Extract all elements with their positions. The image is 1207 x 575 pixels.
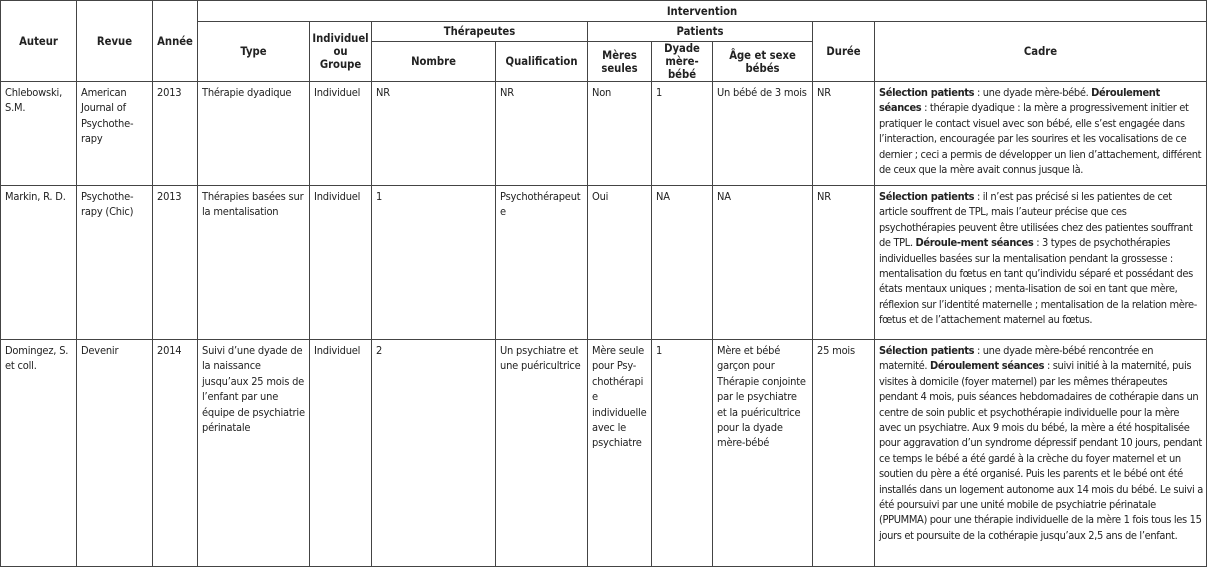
header-type: Type (198, 22, 310, 82)
cell-revue: American Journal of Psychothe-rapy (77, 82, 153, 186)
cell-duree: 25 mois (813, 340, 875, 567)
cadre-text: : une dyade mère-bébé rencontrée en maternité. (879, 344, 1154, 373)
cell-individuel: Individuel (310, 186, 372, 340)
cell-auteur: Markin, R. D. (1, 186, 77, 340)
header-therapeutes-nombre: Nombre (372, 42, 496, 82)
cell-therapeutes-nombre: 2 (372, 340, 496, 567)
cadre-text: : 3 types de psychothérapies individuelles basées sur la mentalisation pendant la grossesse : mentalisation du fœtus en tant qu’individu séparé et possédant des états mentaux uniques ; menta-lisation de soi en tant que mère, réflexion sur l’identité maternelle ; mentalisation de la relation mère-fœtus et de l’attachement maternel au fœtus. (879, 236, 1197, 327)
cell-type: Thérapie dyadique (198, 82, 310, 186)
header-patients: Patients (588, 22, 813, 42)
cell-type: Suivi d’une dyade de la naissance jusqu’aux 25 mois de l’enfant par une équipe de psychiatrie périnatale (198, 340, 310, 567)
cell-therapeutes-nombre: NR (372, 82, 496, 186)
cadre-text: : thérapie dyadique : la mère a progressivement initier et pratiquer le contact visuel avec son bébé, elle s’est engagée dans l’interaction, encouragée par les sourires et les vocalisations de ce dernier ; ceci a permis de développer un lien d’attachement, différent de ceux que la mère avait connus jusque là. (879, 101, 1202, 177)
cell-duree: NR (813, 186, 875, 340)
table-row (1, 82, 1207, 186)
cadre-text: : suivi initié à la maternité, puis visites à domicile (foyer maternel) par les mêmes thérapeutes pendant 4 mois, puis séances hebdomadaires de cothérapie dans un centre de soin public et psychothérapie individuelle pour la mère avec un psychiatre. Aux 9 mois du bébé, la mère a été hospitalisée pour aggravation d’un syndrome dépressif pendant 10 jours, pendant ce temps le bébé a été gardé à la crèche du foyer maternel et un soutien du père a été organisé. Puis les parents et le bébé ont été installés dans un logement autonome aux 14 mois du bébé. Le suivi a été poursuivi par une unité mobile de psychiatrie périnatale (PPUMMA) pour une thérapie individuelle de la mère 1 fois tous les 15 jours et poursuite de la cothérapie jusqu’aux 2,5 ans de l’enfant. (879, 359, 1203, 542)
header-dyade: Dyade mère-bébé (652, 42, 713, 82)
cell-annee: 2013 (153, 186, 198, 340)
cell-age-sexe: NA (713, 186, 813, 340)
cell-individuel: Individuel (310, 82, 372, 186)
header-revue: Revue (77, 1, 153, 82)
cadre-label: Sélection patients (879, 86, 975, 99)
table-row (1, 186, 1207, 340)
header-individuel-groupe: Individuel ou Groupe (310, 22, 372, 82)
cell-dyade-nombre: 1 (652, 82, 713, 186)
cell-type: Thérapies basées sur la mentalisation (198, 186, 310, 340)
cell-auteur: Domingez, S. et coll. (1, 340, 77, 567)
cell-annee: 2013 (153, 82, 198, 186)
header-annee: Année (153, 1, 198, 82)
cell-therapeutes-nombre: 1 (372, 186, 496, 340)
cell-qualification: NR (496, 82, 588, 186)
cell-individuel: Individuel (310, 340, 372, 567)
header-cadre: Cadre (875, 22, 1207, 82)
cadre-label: Déroulement séances (879, 86, 1160, 115)
cell-age-sexe: Mère et bébé garçon pour Thérapie conjointe par le psychiatre et la puéricultrice pour la dyade mère-bébé (713, 340, 813, 567)
cell-qualification: Psychothérapeute (496, 186, 588, 340)
cadre-text: : une dyade mère-bébé. (974, 86, 1092, 99)
cell-dyade-nombre: NA (652, 186, 713, 340)
cadre-label: Sélection patients (879, 190, 975, 203)
cell-cadre (875, 186, 1207, 340)
cell-dyade-nombre: 1 (652, 340, 713, 567)
cell-auteur: Chlebowski, S.M. (1, 82, 77, 186)
header-auteur: Auteur (1, 1, 77, 82)
cell-meres-seules: Mère seule pour Psy-chothérapie individuelle avec le psychiatre (588, 340, 652, 567)
header-therapeutes: Thérapeutes (372, 22, 588, 42)
header-intervention: Intervention (198, 1, 1207, 22)
cell-revue: Psychothe-rapy (Chic) (77, 186, 153, 340)
table-row (1, 340, 1207, 567)
cell-qualification: Un psychiatre et une puéricultrice (496, 340, 588, 567)
header-duree: Durée (813, 22, 875, 82)
cell-meres-seules: Non (588, 82, 652, 186)
cadre-text: : il n’est pas précisé si les patientes de cet article souffrent de TPL, mais l’auteur précise que ces psychothérapies peuvent être utilisées chez des patientes souffrant de TPL. (879, 190, 1193, 250)
cadre-label: Déroule-ment séances (915, 236, 1034, 250)
cell-cadre (875, 340, 1207, 567)
cell-duree: NR (813, 82, 875, 186)
header-meres-seules: Mères seules (588, 42, 652, 82)
cadre-label: Sélection patients (879, 344, 975, 357)
cell-annee: 2014 (153, 340, 198, 567)
header-qualification: Qualification (496, 42, 588, 82)
cell-revue: Devenir (77, 340, 153, 567)
cell-age-sexe: Un bébé de 3 mois (713, 82, 813, 186)
cell-cadre (875, 82, 1207, 186)
cell-meres-seules: Oui (588, 186, 652, 340)
header-age-sexe: Âge et sexe bébés (713, 42, 813, 82)
cadre-label: Déroulement séances (929, 359, 1045, 373)
